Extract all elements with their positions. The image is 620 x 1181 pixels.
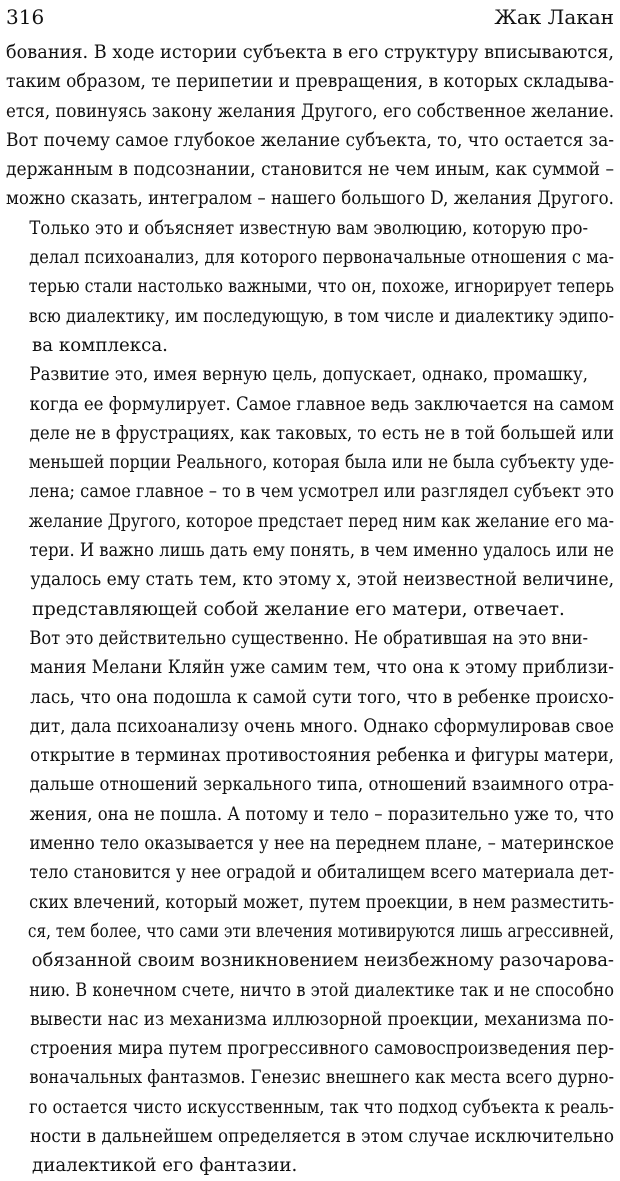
text-line: Развитие это, имея верную цель, допускает, однако, промашку, [29, 364, 588, 386]
text-line: строения мира путем прогрессивного самовоспроизведения пер- [30, 1038, 615, 1060]
running-title: Жак Лакан [494, 5, 614, 29]
text-line: ности в дальнейшем определяется в этом случае исключительно [30, 1125, 615, 1147]
text-line: тело становится у нее оградой и обиталищем всего материала дет- [29, 862, 615, 884]
text-line: представляющей собой желание его матери, отвечает. [32, 598, 565, 620]
text-line: диалектикой его фантазии. [32, 1155, 298, 1177]
text-line: открытие в терминах противостояния ребенка и фигуры матери, [30, 745, 614, 767]
page-header [6, 2, 614, 34]
text-line: ских влечений, который может, путем проекции, в нем разместить- [29, 891, 614, 913]
page-body [6, 38, 614, 1181]
text-line: мания Мелани Кляйн уже самим тем, что она к этому приблизи- [30, 657, 614, 679]
text-line: таким образом, те перипетии и превращения, в которых складыва- [6, 71, 614, 93]
text-line: воначальных фантазмов. Генезис внешнего как места всего дурно- [29, 1067, 615, 1089]
text-line: Вот это действительно существенно. Не обратившая на это вни- [29, 627, 589, 649]
text-line: ется, повинуясь закону желания Другого, его собственное желание. [6, 100, 615, 122]
text-line: ся, тем более, что сами эти влечения мотивируются лишь агрессивней, [27, 920, 614, 942]
text-line: лась, что она подошла к самой сути того, что в ребенке происхо- [30, 686, 615, 708]
text-line: удалось ему стать тем, кто этому x, этой неизвестной величине, [30, 569, 615, 591]
text-line: лена; самое главное – то в чем усмотрел или разглядел субъект это [29, 481, 614, 503]
text-line: го остается чисто искусственным, так что подход субъекта к реаль- [29, 1096, 614, 1118]
text-line: дальше отношений зеркального типа, отношений взаимного отра- [29, 774, 615, 796]
text-line: желание Другого, которое предстает перед ним как желание его ма- [28, 510, 615, 532]
paragraph [6, 214, 614, 360]
text-line: делал психоанализ, для которого первоначальные отношения с ма- [29, 247, 614, 269]
text-line: всю диалектику, им последующую, в том числе и диалектику эдипо- [28, 305, 615, 327]
text-line: деле не в фрустрациях, как таковых, то есть не в той большей или [29, 422, 614, 444]
paragraph [6, 624, 614, 1181]
text-line: вывести нас из механизма иллюзорной проекции, механизма по- [30, 1008, 614, 1030]
text-line: тери. И важно лишь дать ему понять, в чем именно удалось или не [29, 540, 614, 562]
text-line: Вот почему самое глубокое желание субъекта, то, что остается за- [6, 129, 614, 151]
text-line: можно сказать, интегралом – нашего большого D, желания Другого. [6, 188, 614, 210]
text-line: когда ее формулирует. Самое главное ведь заключается на самом [29, 393, 615, 415]
text-line: именно тело оказывается у нее на переднем плане, – материнское [29, 833, 615, 855]
text-line: Только это и объясняет известную вам эволюцию, которую про- [29, 217, 588, 239]
paragraph [6, 38, 614, 214]
text-line: меньшей порции Реального, которая была или не была субъекту уде- [28, 452, 615, 474]
text-line: держанным в подсознании, становится не чем иным, как суммой – [6, 159, 615, 181]
text-line: терью стали настолько важными, что он, похоже, игнорирует теперь [28, 276, 615, 298]
text-line: обязанной своим возникновением неизбежному разочарова- [31, 950, 615, 972]
text-line: бования. В ходе истории субъекта в его структуру вписываются, [6, 42, 615, 63]
text-line: нию. В конечном счете, ничто в этой диалектике так и не способно [29, 979, 615, 1001]
text-line: жения, она не пошла. А потому и тело – поразительно уже то, что [29, 803, 615, 825]
text-line: дит, дала психоанализу очень много. Однако сформулировав свое [29, 715, 614, 737]
page-number: 316 [6, 5, 45, 29]
text-line: ва комплекса. [32, 334, 168, 356]
paragraph [6, 360, 614, 624]
